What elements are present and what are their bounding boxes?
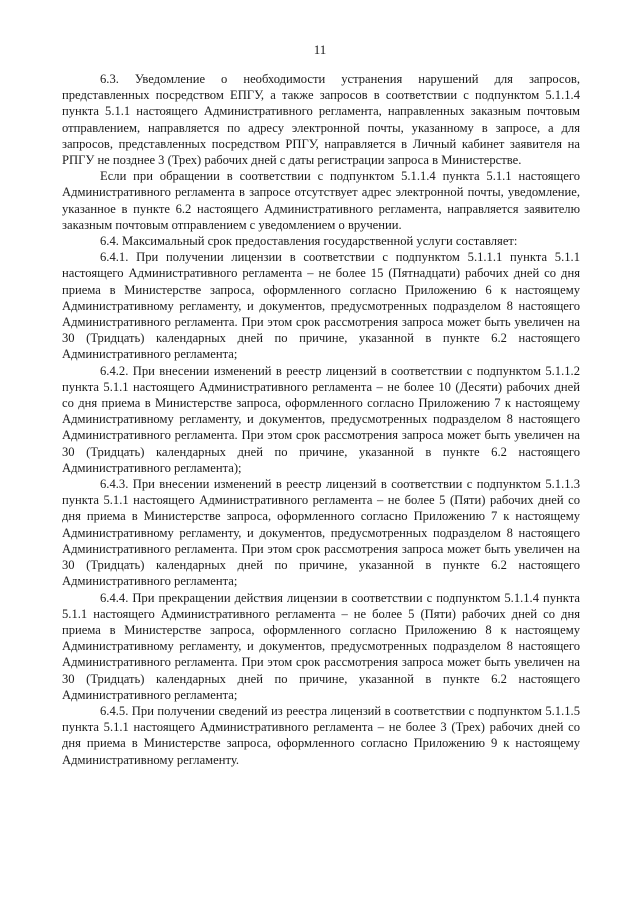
document-body: [62, 71, 580, 768]
paragraph-6-4-3: 6.4.3. При внесении изменений в реестр лицензий в соответствии с подпунктом 5.1.1.3 пункта 5.1.1 настоящего Административного регламента – не более 5 (Пяти) рабочих дней со дня приема в Министерстве запроса, оформленного согласно Приложению 7 к настоящему Административному регламенту, и документов, предусмотренных подразделом 8 настоящего Административного регламента. При этом срок рассмотрения запроса может быть увеличен на 30 (Тридцать) календарных дней по причине, указанной в пункте 6.2 настоящего Административного регламента;: [62, 477, 580, 589]
paragraph-6-4-4: 6.4.4. При прекращении действия лицензии в соответствии с подпунктом 5.1.1.4 пункта 5.1.1 настоящего Административного регламента – не более 5 (Пяти) рабочих дней со дня приема в Министерстве запроса, оформленного согласно Приложению 8 к настоящему Административному регламенту, и документов, предусмотренных подразделом 8 настоящего Административного регламента. При этом срок рассмотрения запроса может быть увеличен на 30 (Тридцать) календарных дней по причине, указанной в пункте 6.2 настоящего Административного регламента;: [62, 590, 580, 702]
paragraph-6-4-5: 6.4.5. При получении сведений из реестра лицензий в соответствии с подпунктом 5.1.1.5 пункта 5.1.1 настоящего Административного регламента – не более 3 (Трех) рабочих дней со дня приема в Министерстве запроса, оформленного согласно Приложению 9 к настоящему Административному регламенту.: [62, 703, 580, 767]
paragraph-6-3-email-absent: Если при обращении в соответствии с подпунктом 5.1.1.4 пункта 5.1.1 настоящего Административного регламента в запросе отсутствует адрес электронной почты, уведомление, указанное в пункте 6.2 настоящего Административного регламента, направляется заявителю заказным почтовым отправлением с уведомлением о вручении.: [62, 169, 580, 232]
paragraph-6-4-1: 6.4.1. При получении лицензии в соответствии с подпунктом 5.1.1.1 пункта 5.1.1 настоящего Административного регламента – не более 15 (Пятнадцати) рабочих дней со дня приема в Министерстве запроса, оформленного согласно Приложению 6 к настоящему Административному регламенту, и документов, предусмотренных подразделом 8 настоящего Административного регламента. При этом срок рассмотрения запроса может быть увеличен на 30 (Тридцать) календарных дней по причине, указанной в пункте 6.2 настоящего Административного регламента;: [62, 250, 580, 362]
paragraph-6-4: 6.4. Максимальный срок предоставления государственной услуги составляет:: [100, 234, 518, 249]
page-number: 11: [313, 42, 327, 57]
paragraph-6-3: 6.3. Уведомление о необходимости устранения нарушений для запросов, представленных посредством ЕПГУ, а также запросов в соответствии с подпунктом 5.1.1.4 пункта 5.1.1 настоящего Административного регламента, направленных заказным почтовым отправлением, направляется по адресу электронной почты, указанному в запросе, а для запросов, представленных посредством РПГУ, направляется в Личный кабинет заявителя на РПГУ не позднее 3 (Трех) рабочих дней с даты регистрации запроса в Министерстве.: [62, 72, 580, 168]
paragraph-6-4-2: 6.4.2. При внесении изменений в реестр лицензий в соответствии с подпунктом 5.1.1.2 пункта 5.1.1 настоящего Административного регламента – не более 10 (Десяти) рабочих дней со дня приема в Министерстве запроса, оформленного согласно Приложению 7 к настоящему Административному регламенту, и документов, предусмотренных подразделом 8 настоящего Административного регламента. При этом срок рассмотрения запроса может быть увеличен на 30 (Тридцать) календарных дней по причине, указанной в пункте 6.2 настоящего Административного регламента);: [62, 363, 580, 475]
